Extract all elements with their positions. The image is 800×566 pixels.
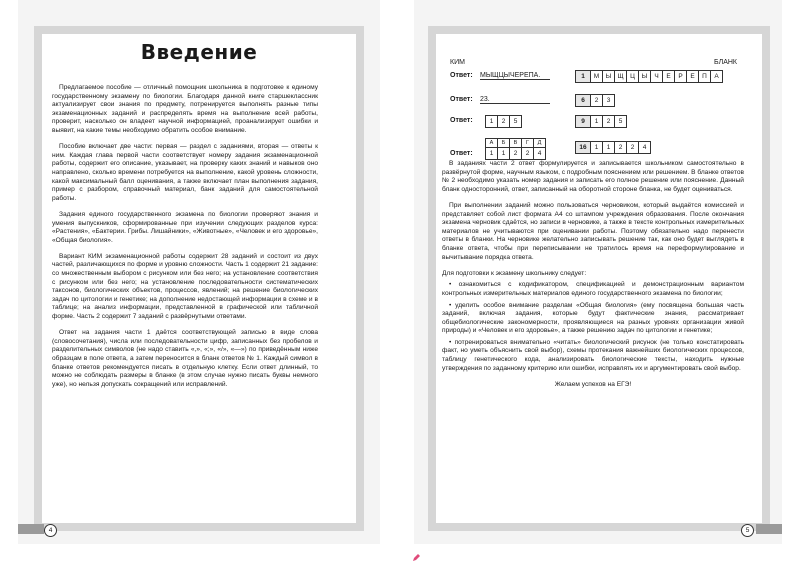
right-body-text — [442, 160, 744, 397]
answer-cell: 1 — [590, 141, 603, 154]
task-number: 16 — [575, 141, 591, 154]
kim-label: КИМ — [450, 59, 465, 66]
answer-label: Ответ: — [450, 72, 473, 79]
left-page — [18, 0, 380, 544]
answer-cell: 1 — [602, 141, 615, 154]
answer-value: МЫЩЦЫЧЕРЕПА. — [480, 72, 550, 80]
answer-cell: Щ — [614, 70, 627, 83]
answer-cell: 3 — [602, 94, 615, 107]
answer-cell: Ы — [602, 70, 615, 83]
answer-cell: А — [710, 70, 723, 83]
page-edge-tab — [756, 524, 782, 534]
paragraph: Ответ на задания части 1 даётся соответствующей записью в виде слова (словосочетания), числа или последовательности цифр, записанных без пробелов и разделительных символов (не надо ставить «,», «;», «/», «—») по приведённым ниже образцам в поле ответа, а затем переносится в бланк ответов № 1. Каждый символ в бланке ответов рекомендуется писать в отдельную клетку. Если ответ длинный, то можно не соблюдать размеры в бланке (в этом случае нужно писать буквы немного уже), но нельзя допускать сокращений или исправлений. — [52, 329, 318, 388]
column-header: В — [509, 138, 522, 148]
column-header: Г — [521, 138, 534, 148]
answer-cell: 5 — [614, 115, 627, 128]
answer-cell: М — [590, 70, 603, 83]
column-header: Д — [533, 138, 546, 148]
answer-cell: 2 — [602, 115, 615, 128]
page-edge-tab — [18, 524, 44, 534]
list-item: • потренироваться внимательно «читать» биологический рисунок (не только констатировать факт, но уметь объяснить свой выбор), схемы протекания важнейших биологических процессов, таблицу генетического кода, анализировать биологические тексты, находить нужные утверждения по заданному критерию или ошибки, исправлять их и аргументировать свой выбор. — [442, 338, 744, 372]
answer-cell: 1 — [497, 147, 510, 160]
answer-cell: 2 — [590, 94, 603, 107]
answer-value: 23. — [480, 96, 550, 104]
paragraph: В заданиях части 2 ответ формулируется и записывается школьником самостоятельно в развёрнутой форме, научным языком, с подробным пояснением или решением. В бланке ответов № 2 необходимо указать номер задания и записать его полное решение или пояснение. Данный бланк односторонний, ответ, записанный на оборотной стороне бланка, не будет оцениваться. — [442, 160, 744, 193]
blank-cells — [576, 141, 651, 154]
answer-cell: Е — [662, 70, 675, 83]
answer-cell: 2 — [509, 147, 522, 160]
list-item: • ознакомиться с кодификатором, спецификацией и демонстрационным вариантом контрольных измерительных материалов единого государственного экзамена по биологии; — [442, 281, 744, 297]
page-number: 5 — [741, 524, 754, 537]
closing-wish: Желаем успехов на ЕГЭ! — [554, 380, 632, 388]
blank-cells — [576, 115, 627, 128]
answer-cell: Р — [674, 70, 687, 83]
answer-cell: 1 — [485, 147, 498, 160]
answer-label: Ответ: — [450, 150, 473, 157]
task-number: 6 — [575, 94, 591, 107]
column-header: Б — [497, 138, 510, 148]
answer-cell: 2 — [497, 115, 510, 128]
paragraph: Вариант КИМ экзаменационной работы содержит 28 заданий и состоит из двух частей, различающихся по форме и уровню сложности. Часть 1 содержит 21 задание: со множественным выбором с рисунком или без него; на установление соответствия с рисунком или без него; на установление последовательности систематических таксонов, биологических объектов, процессов, явлений; на решение биологических задач по цитологии и генетике; на дополнение недостающей информации в схеме и в таблице; на анализ информации, представленной в графической или табличной форме. Часть 2 содержит 7 заданий с развёрнутыми ответами. — [52, 252, 318, 321]
left-body-text — [52, 84, 318, 397]
answer-cell: 4 — [638, 141, 651, 154]
page-title: Введение — [140, 40, 258, 64]
blank-cells — [576, 70, 723, 83]
paragraph: При выполнении заданий можно пользоваться черновиком, который выдаётся комиссией и представляет собой лист формата А4 со штампом учреждения образования. После окончания экзамена черновик сдаётся, но записи в черновике, а также в тексте контрольных измерительных материалов не учитываются при оценивании работы. Поэтому обязательно надо перенести ответы в бланки. На черновике желательно записывать решение так, как оно будет выглядеть в бланке ответа, чтобы при переписывании не тратилось время на переформулирование и вычитывание порядка ответа. — [442, 201, 744, 261]
page-number: 4 — [44, 524, 57, 537]
answer-cell: 2 — [521, 147, 534, 160]
answer-cell: Е — [686, 70, 699, 83]
answer-label: Ответ: — [450, 117, 473, 124]
right-page — [414, 0, 782, 544]
answer-cells — [486, 147, 546, 160]
task-number: 1 — [575, 70, 591, 83]
paragraph: Задания единого государственного экзамена по биологии проверяют знания и умения выпускников, сформированные при изучении следующих разделов курса: «Растения», «Бактерии. Грибы. Лишайники», «Животные», «Человек и его здоровье», «Общая биология». — [52, 210, 318, 244]
paragraph: Пособие включает две части: первая — раздел с заданиями, вторая — ответы к ним. Каждая глава первой части соответствует номеру задания экзаменационной работы, содержит его описание, указывает, на проверку каких знаний и навыков оно направлено, сколько времени потребуется на выполнение, какой уровень сложности, какой максимальный балл оценивания, а также включает план выполнения задания, пример с разбором, справочный материал, банк заданий для самостоятельной работы. — [52, 143, 318, 202]
list-item: • уделить особое внимание разделам «Общая биология» (ему посвящена большая часть заданий, включая задания, которые будут фактические знания, рассматривает общебиологические закономерности, проявляющиеся на разных уровнях организации живой природы) и «Человек и его здоровье», а также решению задач по цитологии и генетике; — [442, 301, 744, 335]
answer-cell: Ы — [638, 70, 651, 83]
answer-cell: 1 — [590, 115, 603, 128]
blank-cells — [576, 94, 615, 107]
paragraph: Предлагаемое пособие — отличный помощник школьника в подготовке к единому государственному экзамену по биологии. Благодаря данной книге старшеклассник актуализирует свои знания по предмету, потренируется выполнять разные типы экзаменационных заданий и распределять время на выполнение всей работы, проверит, насколько он владеет научной информацией, проанализирует ошибки и выявит, на какие темы необходимо обратить особое внимание. — [52, 84, 318, 134]
answer-cell: Ч — [650, 70, 663, 83]
answer-cell: 2 — [614, 141, 627, 154]
answer-label: Ответ: — [450, 96, 473, 103]
answer-cell: 2 — [626, 141, 639, 154]
answer-cell: П — [698, 70, 711, 83]
paragraph: Для подготовки к экзамену школьнику следует: — [442, 269, 587, 277]
answer-cell: 5 — [509, 115, 522, 128]
blank-label: БЛАНК — [714, 59, 737, 66]
answer-cell: 1 — [485, 115, 498, 128]
answer-cells — [486, 115, 522, 128]
pencil-icon — [412, 554, 420, 562]
answer-cell: 4 — [533, 147, 546, 160]
column-header: А — [485, 138, 498, 148]
task-number: 9 — [575, 115, 591, 128]
answer-cell: Ц — [626, 70, 639, 83]
